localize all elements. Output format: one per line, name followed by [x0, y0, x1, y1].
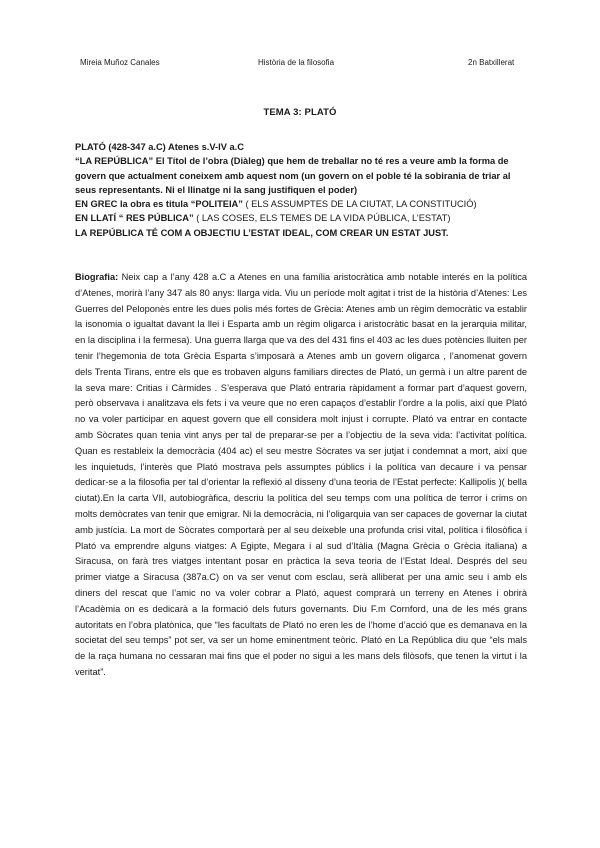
- intro-line-republica: “LA REPÚBLICA” El Títol de l’obra (Diàleg) que hem de treballar no té res a veure amb la forma de govern que actualment coneixem amb aquest nom (un govern on el poble té la sobirania de triar al seus representants. Ni el llinatge ni la sang justifiquen el poder): [75, 156, 511, 195]
- header-course: 2n Batxillerat: [468, 58, 515, 67]
- biography-paragraph: [75, 270, 527, 681]
- intro-greek-meaning: ( ELS ASSUMPTES DE LA CIUTAT, LA CONSTITUCIÓ): [242, 199, 477, 210]
- intro-latin-meaning: ( LAS COSES, ELS TEMES DE LA VIDA PÚBLICA, L’ESTAT): [193, 213, 451, 224]
- header-subject: Història de la filosofia: [258, 58, 335, 67]
- page-header: [0, 58, 600, 72]
- intro-line-objective: LA REPÚBLICA TÉ COM A OBJECTIU L’ESTAT IDEAL, COM CREAR UN ESTAT JUST.: [75, 227, 449, 238]
- document-title: TEMA 3: PLATÓ: [263, 107, 337, 118]
- header-author: Mireia Muñoz Canales: [80, 58, 160, 67]
- biography-text: Neix cap a l’any 428 a.C a Atenes en una família aristocràtica amb notable interés en la política d’Atenes, morirà l’any 347 als 80 anys: llarga vida. Viu un període molt agitat i trist de la història d’Atenes: Les Guerres del Peloponès entre les dues polis més fortes de Grècia: Atenes amb un règim democràtic va establir la isonomia o igualtat davant la llei i Esparta amb un règim oligarca i aristocràtic basat en la jerarquia militar, en la disciplina i la fermesa). Una guerra llarga que va des del 431 fins el 403 ac les dues potències lluiten per tenir l’hegemonia de tota Grècia Esparta s’imposarà a Atenes amb un govern oligarca , l’anomenat govern dels Trenta Tirans, entre els que es trobaven alguns familiars directes de Plató, un germà i un altre parent de la seva mare: Critias i Càrmides . S’esperava que Plató entraria ràpidament a formar part d’aquest govern, però observava i analitzava els fets i va veure que no eren capaços d’establir l’ordre a la polis, així que Plató no va voler participar en aquest govern que ell considera molt injust i corrupte. Plató va entrar en contacte amb Sòcrates quan tenia vint anys per tal de preparar-se per a l’objectiu de la seva vida: l’activitat política. Quan es restableix la democràcia (404 ac) el seu mestre Sòcrates va ser jutjat i condemnat a mort, així que les inquietuds, l’interès que Plató mostrava pels assumptes públics i la política van decaure i va pensar dedicar-se a la filosofia per tal d’orientar la reflexió al disseny d’una teoria de l’Estat perfecte: Kallipolis )( bella ciutat).En la carta VII, autobiogràfica, descriu la política del seu temps com una política de terror i crims on molts demòcrates van tenir que emigrar. Ni la democràcia, ni l’oligarquia van ser capaces de governar la ciutat amb justícia. La mort de Sòcrates comportarà per al seu deixeble una profunda crisi vital, política i filosòfica i Plató va emprendre alguns viatges: A Egipte, Megara i al sud d’Itàlia (Magna Grècia o Grècia italiana) a Siracusa, on farà tres viatges intentant posar en pràctica la seva teoria de l’Estat Ideal. Després del seu primer viatge a Siracusa (387a.C) on va ser venut com esclau, serà alliberat per una amic seu i amb els diners del rescat que l’amic no va voler cobrar a Plató, aquest comprarà un terreny en Atenes i obrirà l’Acadèmia on es dedicarà a la formació dels futurs governants. Diu F.m Cornford, una de les més grans autoritats en l’obra platònica, que “les facultats de Plató no eren les de l’home d’acció que es demanava en la societat del seu temps” pot ser, va ser un home eminentment teòric. Plató en La República diu que “els mals de la raça humana no cessaran mai fins que el poder no sigui a les mans dels filòsofs, que tenen la virtut i la veritat”.: [75, 272, 527, 677]
- intro-greek-label: EN GREC la obra es titula “POLITEIA”: [75, 199, 243, 210]
- biography-label: Biografia:: [75, 272, 119, 282]
- intro-line-greek: [75, 197, 527, 211]
- intro-line-latin: [75, 211, 527, 225]
- intro-line-plato: PLATÓ (428-347 a.C) Atenes s.V-IV a.C: [75, 142, 244, 152]
- intro-latin-label: EN LLATÍ “ RES PÚBLICA”: [75, 213, 194, 224]
- intro-section: [75, 140, 527, 240]
